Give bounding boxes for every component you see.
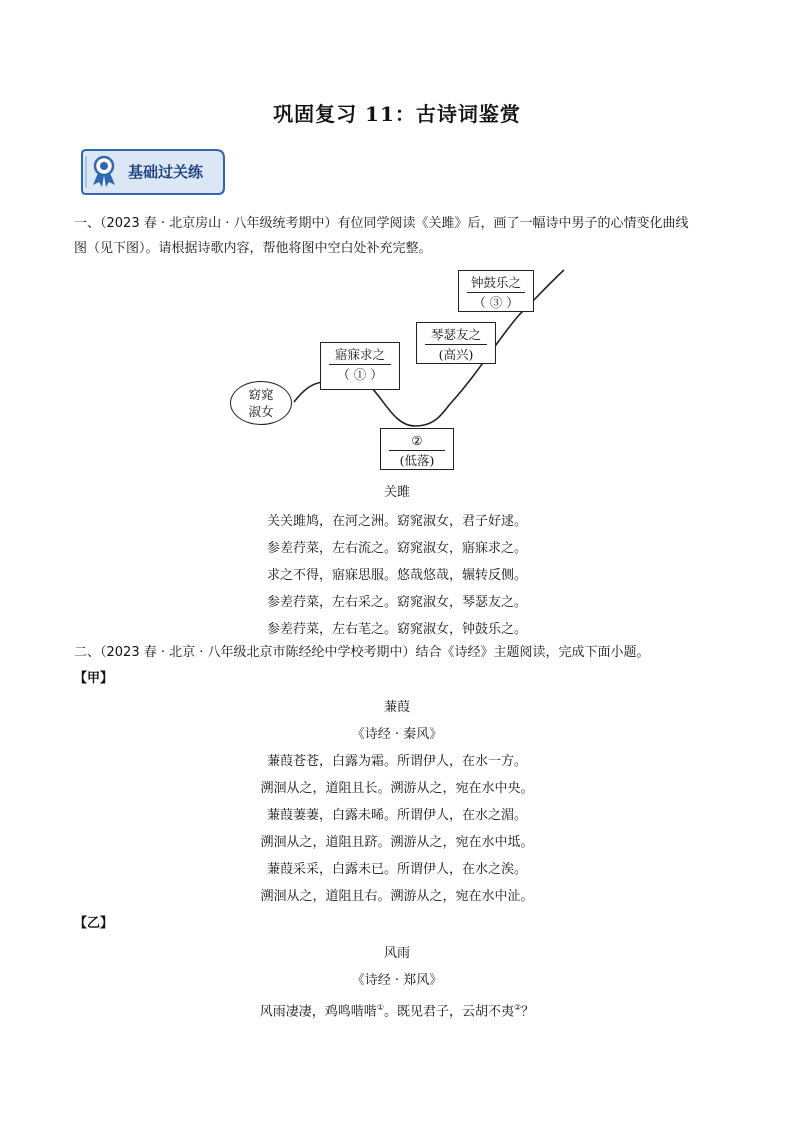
box-low <box>380 428 454 470</box>
poem-line: 参差荇菜，左右芼之。窈窕淑女，钟鼓乐之。 <box>266 622 527 637</box>
poem-line: 参差荇菜，左右采之。窈窕淑女，琴瑟友之。 <box>266 595 527 610</box>
label-yi: 【乙】 <box>74 916 114 931</box>
poem-fengyu <box>0 940 794 1025</box>
start-label-1: 窈窕 <box>248 387 274 402</box>
box-joy <box>458 270 534 312</box>
poem-jianjia <box>0 694 794 910</box>
poem-line: 求之不得，寤寐思服。悠哉悠哉，辗转反侧。 <box>266 568 527 583</box>
poem-line: 蒹葭采采，白露未已。所谓伊人，在水之涘。 <box>266 862 527 877</box>
box-joy-top: 钟鼓乐之 <box>467 274 525 293</box>
poem-line: 关关雎鸠，在河之洲。窈窕淑女，君子好逑。 <box>266 514 527 529</box>
box-happy <box>416 322 496 364</box>
poem-line: 溯洄从之，道阻且长。溯游从之，宛在水中央。 <box>260 781 534 796</box>
box-seeking-blank: （ ① ） <box>337 367 383 382</box>
footnote-marker: ① <box>376 1003 384 1012</box>
start-label-2: 淑女 <box>248 404 274 419</box>
poem-fengyu-source: 《诗经 · 郑风》 <box>351 973 443 988</box>
poem-line: 参差荇菜，左右流之。窈窕淑女，寤寐求之。 <box>266 541 527 556</box>
badge-label: 基础过关练 <box>128 163 204 181</box>
poem-line: 蒹葭苍苍，白露为霜。所谓伊人，在水一方。 <box>266 754 527 769</box>
box-seeking-top: 寤寐求之 <box>329 346 391 365</box>
footnote-marker: ② <box>514 1003 522 1012</box>
section-badge <box>78 148 230 196</box>
poem-jianjia-source: 《诗经 · 秦风》 <box>351 727 443 742</box>
question-1-line-1: 一、（2023 春 · 北京房山 · 八年级统考期中）有位同学阅读《关雎》后，画了一幅诗中男子的心情变化曲线 <box>74 216 689 231</box>
question-2: 二、（2023 春 · 北京 · 八年级北京市陈经纶中学校考期中）结合《诗经》主题阅读，完成下面小题。 <box>74 645 650 660</box>
poem-line: 风雨凄凄，鸡鸣喈喈①。既见君子，云胡不夷②？ <box>259 1003 535 1020</box>
poem-line: 溯洄从之，道阻且跻。溯游从之，宛在水中坻。 <box>260 835 534 850</box>
page-title: 巩固复习 11：古诗词鉴赏 <box>273 102 521 126</box>
poem-jianjia-title: 蒹葭 <box>383 700 410 715</box>
box-low-blank: ② <box>389 432 445 451</box>
poem-line: 溯洄从之，道阻且右。溯游从之，宛在水中沚。 <box>260 889 534 904</box>
question-1 <box>74 211 734 261</box>
label-jia: 【甲】 <box>74 671 114 686</box>
mood-curve-diagram <box>220 266 580 476</box>
box-joy-blank: （ ③ ） <box>473 295 519 310</box>
poem-guanju-title: 关雎 <box>383 485 410 500</box>
box-seeking <box>320 342 400 390</box>
box-happy-top: 琴瑟友之 <box>425 326 487 345</box>
poem-fengyu-title: 风雨 <box>383 946 410 961</box>
start-ellipse <box>230 381 292 425</box>
box-low-mood: (低落) <box>399 453 435 468</box>
question-1-line-2: 图（见下图）。请根据诗歌内容，帮他将图中空白处补充完整。 <box>74 241 432 256</box>
poem-guanju <box>0 480 794 643</box>
box-happy-mood: (高兴) <box>438 347 474 362</box>
poem-line: 蒹葭萋萋，白露未晞。所谓伊人，在水之湄。 <box>266 808 527 823</box>
